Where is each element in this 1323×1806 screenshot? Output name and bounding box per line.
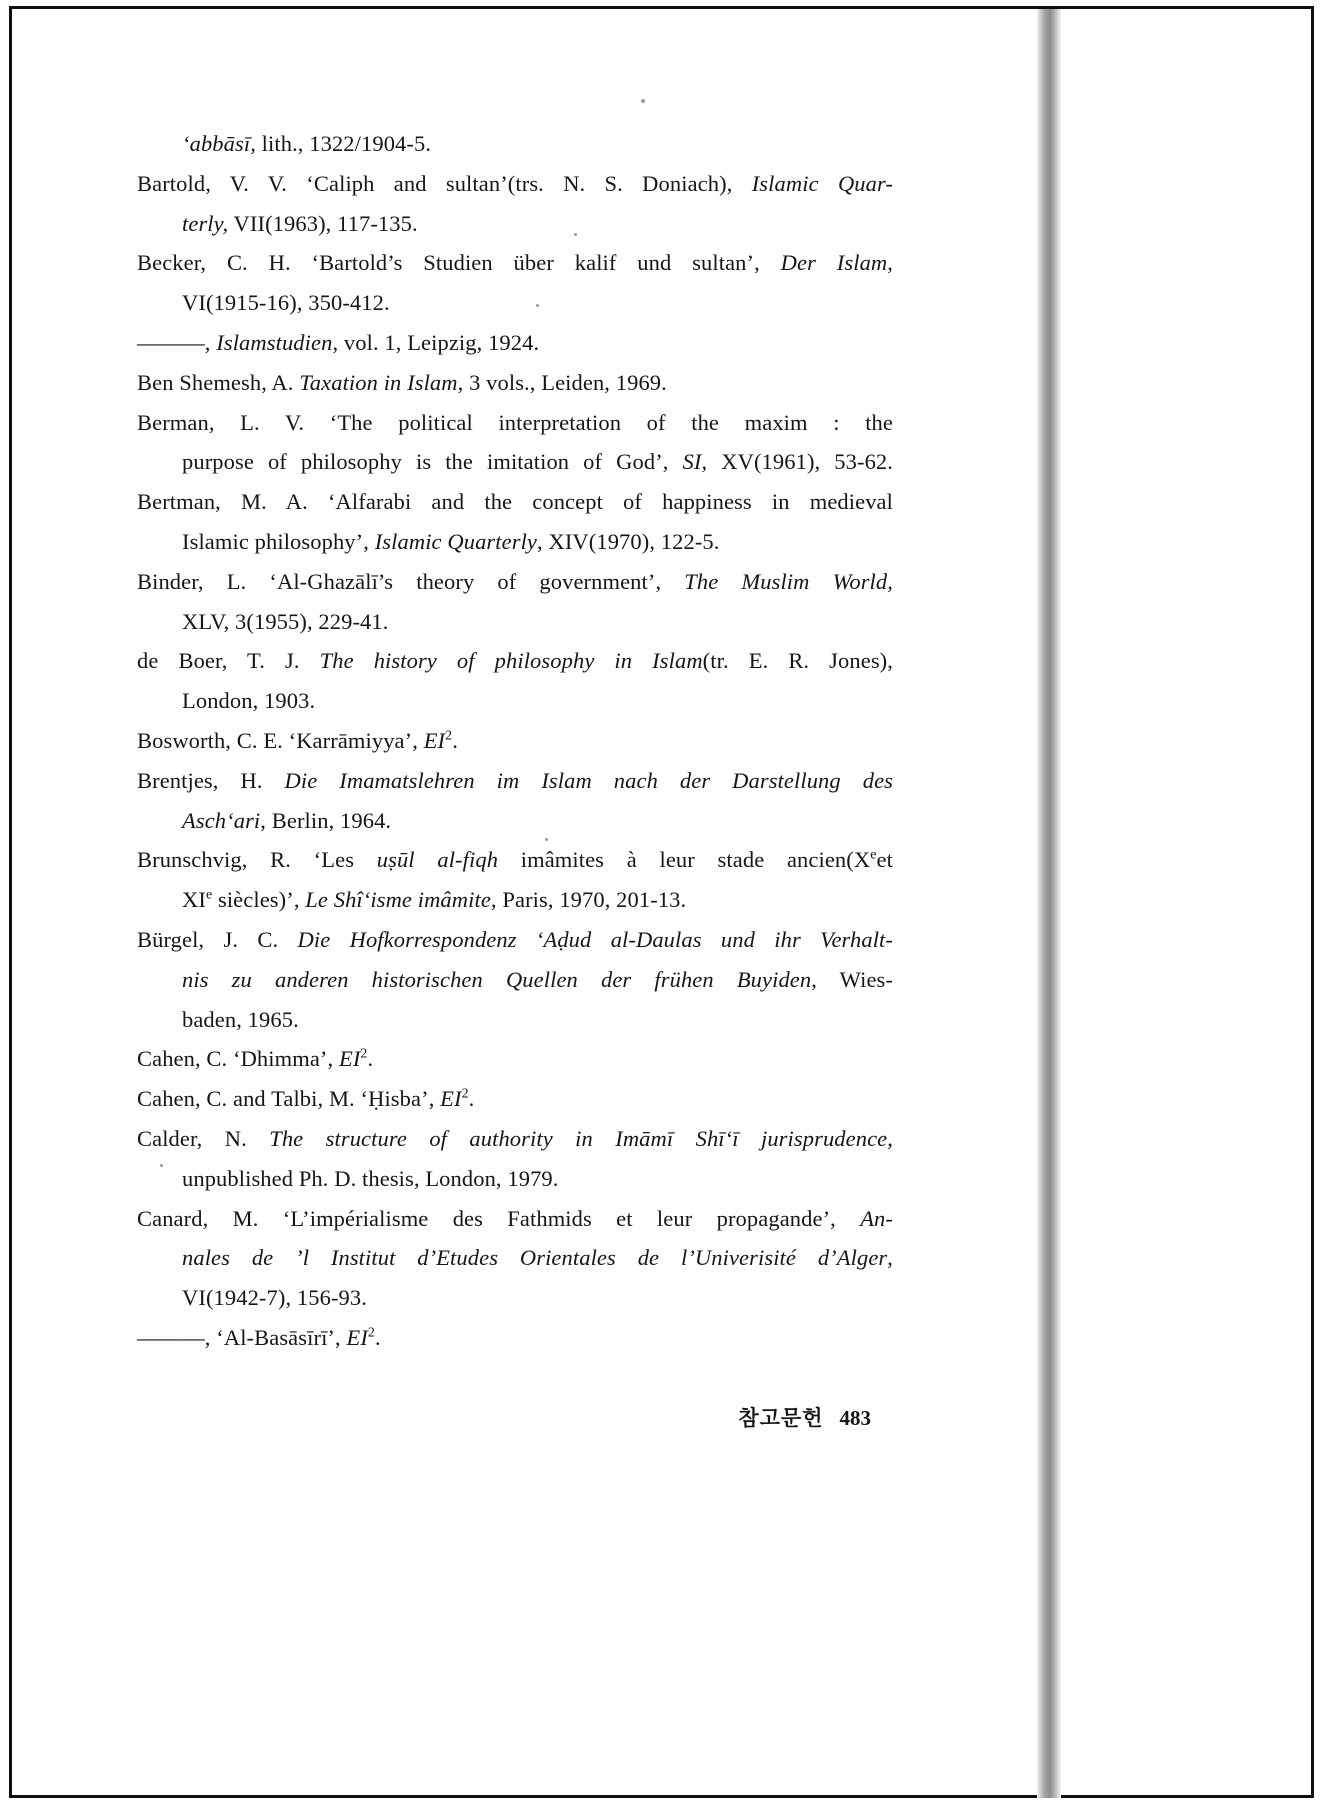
bib-text: XLV, 3(1955), 229-41. bbox=[182, 608, 389, 634]
bib-text-italic: Islamic Quar- bbox=[751, 170, 893, 196]
bib-line bbox=[137, 721, 893, 761]
bib-text: Bürgel, J. C. bbox=[137, 926, 298, 952]
bib-line bbox=[137, 1278, 893, 1318]
bib-text-italic: EI bbox=[338, 1046, 361, 1072]
bib-line bbox=[137, 840, 893, 880]
bib-text-italic: Islamstudien bbox=[216, 329, 333, 355]
bib-line bbox=[137, 482, 893, 522]
bib-line bbox=[137, 761, 893, 801]
bib-line bbox=[137, 522, 893, 562]
scan-speck bbox=[536, 304, 539, 307]
bib-text: Berman, L. V. ‘The political interpretation of the maxim : the bbox=[137, 409, 893, 435]
bib-text: (tr. E. R. Jones), bbox=[702, 648, 894, 674]
bib-text: VI(1942-7), 156-93. bbox=[182, 1285, 367, 1311]
bib-line bbox=[137, 164, 893, 204]
bib-text: Cahen, C. ‘Dhimma’, bbox=[137, 1046, 339, 1072]
bib-text: Bosworth, C. E. ‘Karrāmiyya’, bbox=[137, 727, 424, 753]
bib-text-italic: Islamic Quarterly bbox=[374, 528, 538, 554]
bib-text: , bbox=[887, 250, 893, 276]
bib-line bbox=[137, 1238, 893, 1278]
bib-text: Binder, L. ‘Al-Ghazālī’s theory of government’, bbox=[137, 568, 685, 594]
bib-text: ———, bbox=[137, 329, 217, 355]
bib-text: VI(1915-16), 350-412. bbox=[182, 290, 390, 316]
bib-text: lith., 1322/1904-5. bbox=[255, 131, 432, 156]
scan-speck bbox=[545, 838, 548, 841]
bib-text: Islamic philosophy’, bbox=[182, 528, 375, 554]
bib-text: . bbox=[468, 1086, 475, 1112]
bib-text-italic: The history of philosophy in Islam bbox=[319, 648, 703, 674]
bib-text: Bartold, V. V. ‘Caliph and sultan’(trs. N. S. Doniach), bbox=[137, 170, 752, 196]
bib-text: , XIV(1970), 122-5. bbox=[537, 528, 720, 554]
bib-text: . bbox=[452, 727, 458, 753]
bib-line bbox=[137, 283, 893, 323]
bib-text: , XV(1961), 53-62. bbox=[701, 449, 894, 475]
bib-text-italic: Der Islam bbox=[780, 250, 888, 276]
bib-text: Cahen, C. and Talbi, M. ‘Ḥisba’, bbox=[137, 1086, 441, 1112]
bib-text: Brentjes, H. bbox=[137, 767, 285, 793]
bib-text: unpublished Ph. D. thesis, London, 1979. bbox=[182, 1165, 559, 1191]
bib-text-italic: Die Hofkorrespondenz ‘Aḍud al-Daulas und ihr Verhalt- bbox=[297, 926, 894, 952]
bib-text-italic: EI bbox=[423, 727, 446, 753]
bib-text: imâmites à leur stade ancien(X bbox=[498, 847, 871, 873]
bib-text: , vol. 1, Leipzig, 1924. bbox=[332, 329, 540, 355]
bib-text: Brunschvig, R. ‘Les bbox=[137, 847, 377, 873]
bib-line bbox=[137, 681, 893, 721]
bib-text-italic: nis zu anderen historischen Quellen der frühen Buyiden bbox=[182, 966, 812, 992]
bib-text: et bbox=[876, 847, 893, 873]
bib-text-superscript: 2 bbox=[445, 728, 453, 744]
bib-text-superscript: e bbox=[870, 847, 877, 863]
bib-line bbox=[137, 562, 893, 602]
bib-line bbox=[137, 801, 893, 841]
bib-text-italic: uṣūl al-fiqh bbox=[376, 847, 499, 873]
bib-text-italic: nales de ’l Institut d’Etudes Orientales de l’Univerisité d’Alger bbox=[182, 1245, 888, 1271]
bib-text: purpose of philosophy is the imitation of God’, bbox=[182, 449, 683, 475]
bib-line bbox=[137, 1318, 893, 1358]
bib-text: VII(1963), 117-135. bbox=[228, 210, 418, 236]
scan-speck bbox=[574, 233, 577, 236]
bib-text: , Paris, 1970, 201-13. bbox=[490, 887, 687, 913]
bib-line bbox=[137, 1199, 893, 1239]
bib-line bbox=[137, 641, 893, 681]
bib-text-italic: Le Shî‘isme imâmite bbox=[305, 887, 491, 913]
bib-text: siècles)’, bbox=[212, 887, 306, 913]
bib-text-italic: EI bbox=[440, 1086, 462, 1112]
page-number: 483 bbox=[839, 1406, 871, 1430]
bib-text: . bbox=[367, 1046, 374, 1072]
bib-text: Calder, N. bbox=[137, 1125, 270, 1151]
bib-text: de Boer, T. J. bbox=[137, 648, 320, 674]
bib-text-italic: Asch‘ari bbox=[182, 807, 261, 833]
bib-line bbox=[137, 403, 893, 443]
bib-line bbox=[137, 880, 893, 920]
footer-section-label: 참고문헌 bbox=[738, 1406, 824, 1430]
bib-text-italic: EI bbox=[346, 1324, 368, 1350]
bib-text: Canard, M. ‘L’impérialisme des Fathmids et leur propagande’, bbox=[137, 1205, 861, 1231]
bib-text: Bertman, M. A. ‘Alfarabi and the concept of happiness in medieval bbox=[137, 489, 893, 515]
bib-text-italic: ‘abbāsī, bbox=[182, 131, 256, 156]
bib-line bbox=[137, 960, 893, 1000]
bib-text: Ben Shemesh, A. bbox=[137, 369, 300, 395]
bib-line bbox=[137, 124, 893, 164]
bib-text-italic: The structure of authority in Imāmī Shī‘ī jurisprudence, bbox=[269, 1125, 893, 1151]
bib-text-italic: Taxation in Islam bbox=[299, 369, 458, 395]
bib-line bbox=[137, 363, 893, 403]
bib-line bbox=[137, 1039, 893, 1079]
bib-line bbox=[137, 204, 893, 244]
bib-line bbox=[137, 1119, 893, 1159]
bib-text: XI bbox=[182, 887, 206, 913]
page-footer bbox=[738, 1402, 871, 1432]
page-gutter-shadow bbox=[1037, 9, 1061, 1798]
bib-text: , Wies- bbox=[811, 966, 893, 992]
bib-text-superscript: 2 bbox=[367, 1325, 375, 1341]
bib-text: baden, 1965. bbox=[182, 1006, 299, 1032]
bib-text-italic: An- bbox=[860, 1205, 893, 1231]
bib-text: , Berlin, 1964. bbox=[260, 807, 392, 833]
bib-text-superscript: e bbox=[205, 887, 213, 903]
bib-line bbox=[137, 1000, 893, 1040]
scan-speck bbox=[641, 99, 645, 103]
bib-text-italic: terly, bbox=[182, 210, 229, 236]
bib-line bbox=[137, 1159, 893, 1199]
bib-text-italic: The Muslim World, bbox=[684, 568, 893, 594]
bib-line bbox=[137, 920, 893, 960]
bib-text: London, 1903. bbox=[182, 688, 316, 714]
bib-text: , bbox=[887, 1245, 893, 1271]
bib-text-superscript: 2 bbox=[360, 1046, 368, 1062]
bib-text: . bbox=[374, 1324, 381, 1350]
bibliography bbox=[137, 124, 893, 1358]
bib-text: ———, ‘Al-Basāsīrī’, bbox=[137, 1324, 347, 1350]
bib-line bbox=[137, 602, 893, 642]
bib-text-superscript: 2 bbox=[461, 1086, 469, 1102]
scan-speck bbox=[160, 1164, 163, 1167]
bib-line bbox=[137, 243, 893, 283]
bib-line bbox=[137, 323, 893, 363]
bib-text: , 3 vols., Leiden, 1969. bbox=[457, 369, 667, 395]
bib-text-italic: Die Imamatslehren im Islam nach der Darstellung des bbox=[284, 767, 894, 793]
bib-text-italic: SI bbox=[682, 449, 702, 475]
bib-text: Becker, C. H. ‘Bartold’s Studien über kalif und sultan’, bbox=[137, 250, 781, 276]
bib-line bbox=[137, 442, 893, 482]
bib-line bbox=[137, 1079, 893, 1119]
